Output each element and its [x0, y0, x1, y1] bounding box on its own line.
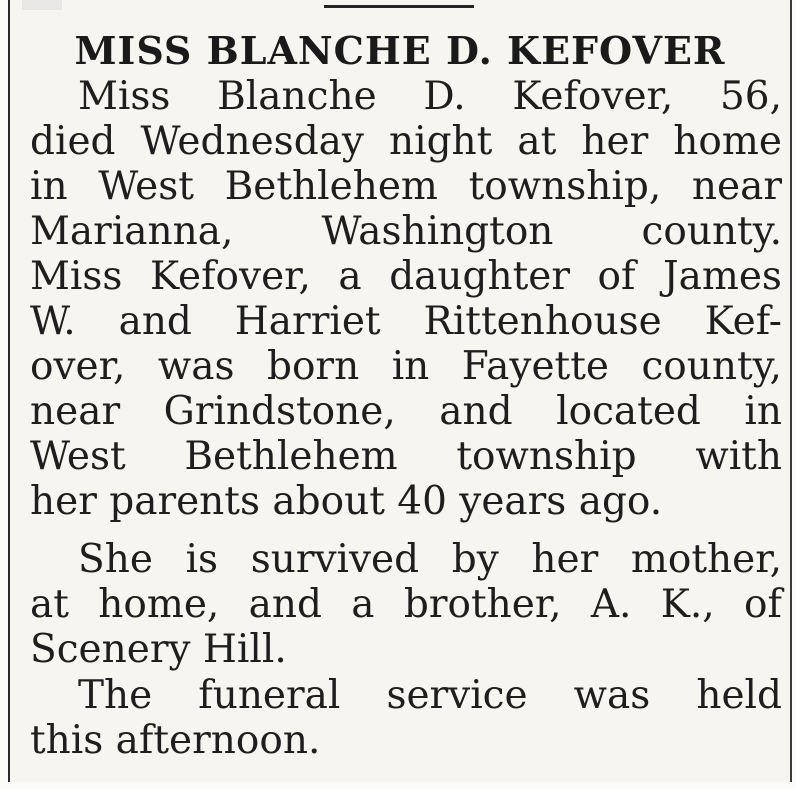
word: of	[597, 254, 636, 299]
word: was	[573, 673, 651, 718]
text-line	[30, 627, 782, 672]
obituary-paragraph-2	[30, 537, 782, 672]
scan-smudge	[22, 0, 62, 10]
text-line	[30, 389, 782, 434]
word: county,	[641, 344, 782, 389]
word: Rittenhouse	[423, 299, 662, 344]
word: Wednesday	[140, 119, 364, 164]
word: in	[30, 164, 68, 209]
text-line	[30, 119, 782, 164]
obituary-paragraph-3	[30, 673, 782, 763]
word: Washington	[321, 209, 554, 254]
word: Marianna,	[30, 209, 234, 254]
word: survived	[250, 537, 420, 582]
word: Kefover,	[149, 254, 311, 299]
word: near	[691, 164, 782, 209]
word: at	[30, 582, 69, 627]
word: West	[98, 164, 194, 209]
word: is	[185, 537, 219, 582]
word: a	[338, 254, 362, 299]
text-line	[30, 582, 782, 627]
word: county.	[641, 209, 782, 254]
word: Grindstone,	[163, 389, 396, 434]
word: her	[531, 537, 599, 582]
word: with	[695, 434, 782, 479]
word: township	[456, 434, 637, 479]
word: The	[78, 673, 153, 718]
text-line	[30, 254, 782, 299]
text-line	[30, 434, 782, 479]
word: Scenery Hill.	[30, 627, 287, 672]
text-line	[30, 718, 782, 763]
word: Harriet	[234, 299, 381, 344]
word: was	[157, 344, 235, 389]
text-line	[30, 74, 782, 119]
word: her parents about 40 years ago.	[30, 479, 663, 524]
word: township,	[468, 164, 662, 209]
word: night	[389, 119, 493, 164]
text-line	[30, 344, 782, 389]
word: K.,	[660, 582, 715, 627]
word: Miss	[78, 74, 171, 119]
word: a	[351, 582, 375, 627]
word: born	[266, 344, 360, 389]
word: Kef-	[704, 299, 782, 344]
word: funeral	[198, 673, 341, 718]
word: Bethlehem	[184, 434, 398, 479]
word: service	[386, 673, 528, 718]
text-line	[30, 537, 782, 582]
word: home	[673, 119, 782, 164]
word: West	[30, 434, 126, 479]
word: of	[744, 582, 782, 627]
column-rule	[324, 5, 474, 8]
text-line	[30, 209, 782, 254]
word: Miss	[30, 254, 123, 299]
word: Bethlehem	[224, 164, 438, 209]
word: her	[581, 119, 649, 164]
word: A.	[590, 582, 632, 627]
text-line	[30, 673, 782, 718]
text-line	[30, 299, 782, 344]
word: Blanche	[217, 74, 377, 119]
word: in	[391, 344, 430, 389]
word: held	[696, 673, 782, 718]
word: at	[517, 119, 557, 164]
word: this afternoon.	[30, 718, 321, 763]
word: 56,	[719, 74, 782, 119]
word: home,	[98, 582, 220, 627]
word: in	[744, 389, 782, 434]
word: James	[662, 254, 782, 299]
word: mother,	[630, 537, 782, 582]
word: near	[30, 389, 121, 434]
word: located	[556, 389, 701, 434]
obituary-paragraph-1	[30, 74, 782, 524]
word: and	[248, 582, 322, 627]
word: brother,	[403, 582, 562, 627]
word: and	[118, 299, 192, 344]
word: daughter	[389, 254, 571, 299]
word: by	[451, 537, 499, 582]
obituary-headline: MISS BLANCHE D. KEFOVER	[74, 28, 726, 73]
newspaper-clipping	[8, 0, 792, 782]
word: died	[30, 119, 116, 164]
word: and	[439, 389, 513, 434]
word: D.	[423, 74, 466, 119]
word: She	[78, 537, 153, 582]
text-line	[30, 479, 782, 524]
text-line	[30, 164, 782, 209]
word: over,	[30, 344, 126, 389]
word: Fayette	[461, 344, 609, 389]
word: W.	[30, 299, 76, 344]
word: Kefover,	[512, 74, 674, 119]
